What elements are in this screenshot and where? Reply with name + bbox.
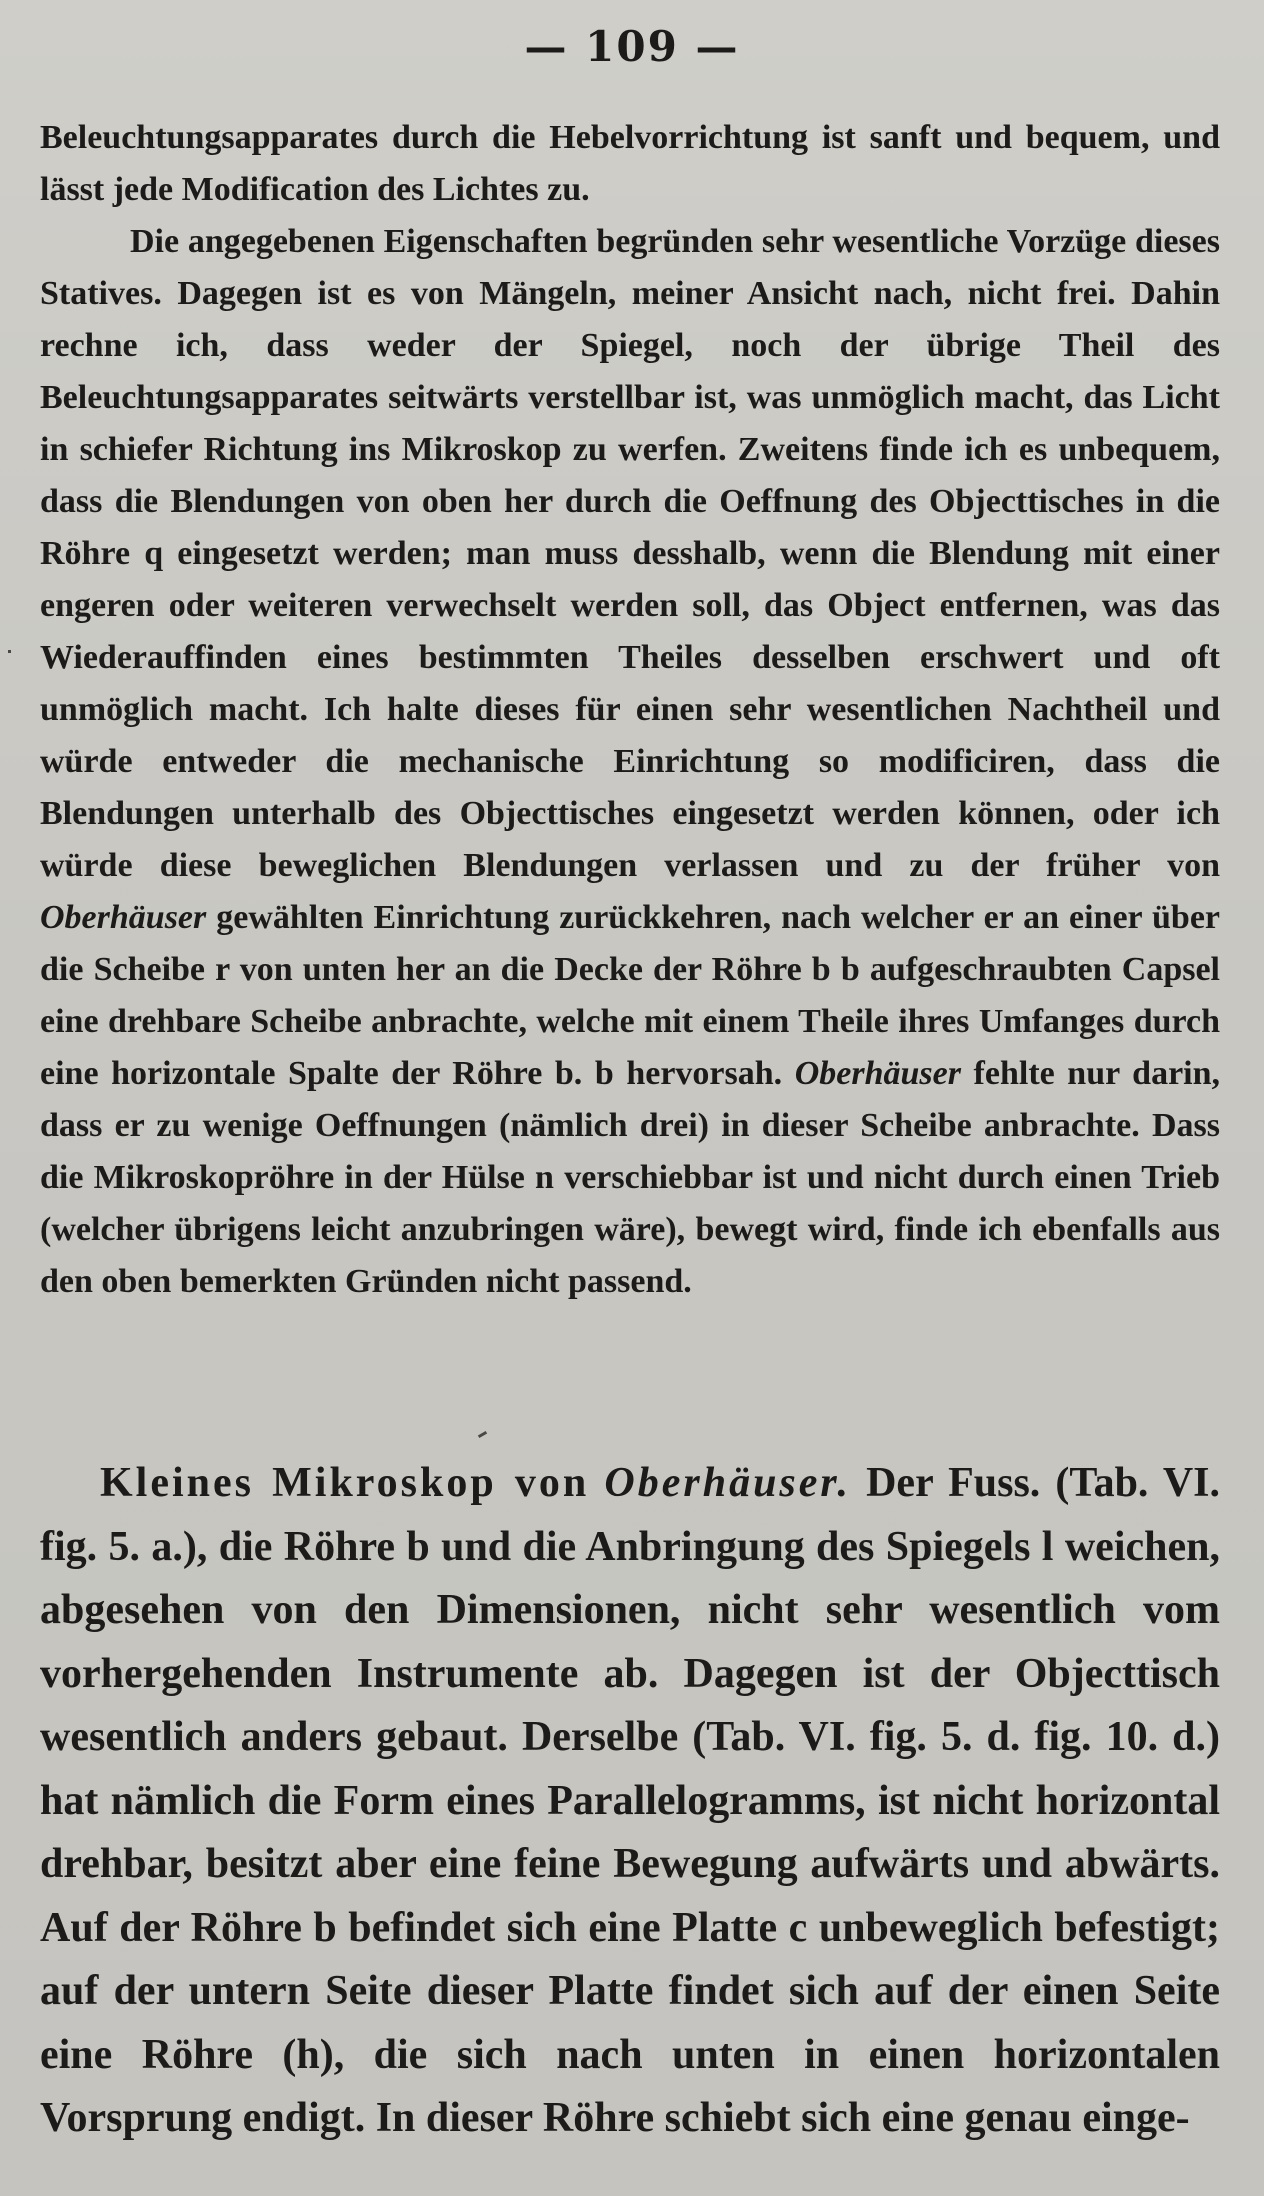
print-speck bbox=[478, 1431, 487, 1438]
critique-text-2: gewählten Einrichtung zurückkehren, nach welcher er an einer über die Scheibe r von unten her an die Decke der Röhre b b aufgeschraubten Capsel eine drehbare Scheibe anbrachte, welche mit einem Theile ihres Umfanges durch eine horizontale Spalte der Röhre b. b hervorsah. bbox=[40, 899, 1221, 1092]
small-print-block bbox=[40, 112, 1220, 1308]
paragraph-critique bbox=[40, 216, 1220, 1308]
critique-text-1: Die angegebenen Eigenschaften begründen sehr wesentliche Vorzüge dieses Statives. Dagegen ist es von Mängeln, meiner Ansicht nach, nicht frei. Dahin rechne ich, dass weder der Spiegel, noch der übrige Theil des Beleuchtungsapparates seitwärts verstellbar ist, was unmöglich macht, das Licht in schiefer Richtung ins Mikroskop zu werfen. Zweitens finde ich es unbequem, dass die Blendungen von oben her durch die Oeffnung des Objecttisches in die Röhre q eingesetzt werden; man muss desshalb, wenn die Blendung mit einer engeren oder weiteren verwechselt werden soll, das Object entfernen, was das Wiederauffinden eines bestimmten Theiles desselben erschwert und oft unmöglich macht. Ich halte dieses für einen sehr wesentlichen Nachtheil und würde entweder die mechanische Einrichtung so modificiren, dass die Blendungen unterhalb des Objecttisches eingesetzt werden können, oder ich würde diese beweglichen Blendungen verlassen und zu der früher von bbox=[40, 223, 1220, 884]
section-author: Oberhäuser. bbox=[604, 1460, 851, 1506]
section-body: Der Fuss. (Tab. VI. fig. 5. a.), die Röhre b und die Anbringung des Spiegels l weichen, abgesehen von den Dimensionen, nicht sehr wesentlich vom vorhergehenden Instrumente ab. Dagegen ist der Objecttisch wesentlich anders gebaut. Derselbe (Tab. VI. fig. 5. d. fig. 10. d.) hat nämlich die Form eines Parallelogramms, ist nicht horizontal drehbar, besitzt aber eine feine Bewegung aufwärts und abwärts. Auf der Röhre b befindet sich eine Platte c unbeweglich befestigt; auf der untern Seite dieser Platte findet sich auf der einen Seite eine Röhre (h), die sich nach unten in einen horizontalen Vorsprung endigt. In dieser Röhre schiebt sich eine genau einge- bbox=[40, 1460, 1220, 2141]
section-heading: Kleines Mikroskop von bbox=[100, 1460, 590, 1506]
paragraph-continuation: Beleuchtungsapparates durch die Hebelvorrichtung ist sanft und bequem, und lässt jede Modification des Lichtes zu. bbox=[40, 119, 1220, 208]
critique-text-3: fehlte nur darin, dass er zu wenige Oeffnungen (nämlich drei) in dieser Scheibe anbrachte. Dass die Mikroskopröhre in der Hülse n verschiebbar ist und nicht durch einen Trieb (welcher übrigens leicht anzubringen wäre), bewegt wird, finde ich ebenfalls aus den oben bemerkten Gründen nicht passend. bbox=[40, 1055, 1221, 1300]
author-name: Oberhäuser bbox=[40, 899, 207, 936]
author-name: Oberhäuser bbox=[794, 1055, 961, 1092]
section-block bbox=[40, 1452, 1220, 2151]
section-paragraph bbox=[40, 1452, 1220, 2151]
print-speck bbox=[8, 650, 11, 653]
page-number: — 109 — bbox=[524, 22, 740, 71]
